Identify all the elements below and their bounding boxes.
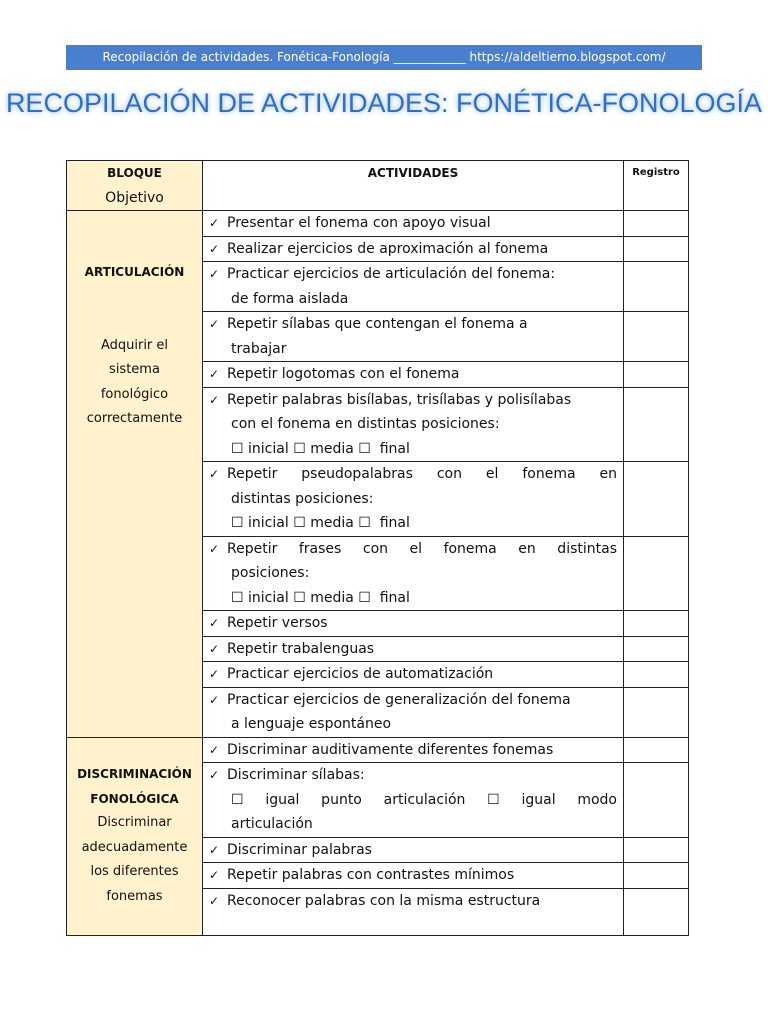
block-objective: Discriminar bbox=[97, 815, 172, 830]
actividades-label: ACTIVIDADES bbox=[367, 166, 459, 180]
activity-text: Discriminar palabras bbox=[227, 841, 372, 858]
registro-cell[interactable] bbox=[624, 636, 689, 662]
block-objective: sistema bbox=[109, 362, 160, 377]
block-name: ARTICULACIÓN bbox=[84, 265, 185, 279]
activity-text: Discriminar sílabas: bbox=[227, 767, 365, 783]
position-label: inicial bbox=[248, 515, 289, 531]
activity-text: Repetir palabras bisílabas, trisílabas y polisílabas bbox=[227, 391, 572, 408]
registro-label: Registro bbox=[632, 167, 680, 178]
activity-text: Practicar ejercicios de automatización bbox=[227, 666, 494, 682]
activity-cell bbox=[203, 863, 624, 889]
activity-text: Repetir trabalenguas bbox=[227, 640, 375, 657]
checkbox-icon[interactable]: ☐ bbox=[293, 440, 306, 457]
registro-cell[interactable] bbox=[624, 462, 689, 537]
activity-cell bbox=[203, 262, 624, 312]
page-title: RECOPILACIÓN DE ACTIVIDADES: FONÉTICA-FONOLOGÍA bbox=[5, 88, 763, 118]
check-icon: ✓ bbox=[209, 893, 220, 908]
block-objective: fonológico bbox=[100, 386, 169, 402]
bloque-header bbox=[67, 161, 203, 211]
activity-cell bbox=[203, 236, 624, 262]
registro-cell[interactable] bbox=[624, 763, 689, 838]
checkbox-icon[interactable]: ☐ bbox=[231, 515, 244, 531]
activity-text: Presentar el fonema con apoyo visual bbox=[227, 215, 491, 231]
activity-text: Realizar ejercicios de aproximación al fonema bbox=[227, 240, 549, 257]
registro-cell[interactable] bbox=[624, 837, 689, 863]
check-icon: ✓ bbox=[209, 216, 220, 230]
activity-cell bbox=[203, 312, 624, 362]
block-name: DISCRIMINACIÓN bbox=[77, 767, 192, 781]
bloque-label: BLOQUE bbox=[107, 166, 162, 180]
check-icon: ✓ bbox=[209, 317, 220, 331]
actividades-header bbox=[203, 161, 624, 211]
activity-text: articulación bbox=[231, 816, 313, 832]
registro-cell[interactable] bbox=[624, 362, 689, 388]
block-name: FONOLÓGICA bbox=[90, 791, 179, 806]
activity-text: Practicar ejercicios de articulación del fonema: bbox=[227, 266, 556, 282]
position-label: inicial bbox=[248, 440, 289, 457]
checkbox-icon[interactable]: ☐ bbox=[231, 791, 244, 808]
activity-text: Repetir sílabas que contengan el fonema a bbox=[227, 316, 528, 332]
activity-text: de forma aislada bbox=[231, 290, 349, 307]
position-label: inicial bbox=[248, 589, 289, 606]
activity-text: Reconocer palabras con la misma estructura bbox=[227, 892, 541, 909]
positions-line bbox=[209, 511, 617, 536]
activity-cell bbox=[203, 763, 624, 838]
checkbox-icon[interactable]: ☐ bbox=[358, 515, 371, 531]
check-icon: ✓ bbox=[209, 367, 220, 381]
activity-text: Practicar ejercicios de generalización del fonema bbox=[227, 691, 571, 708]
registro-cell[interactable] bbox=[624, 611, 689, 637]
registro-cell[interactable] bbox=[624, 536, 689, 611]
block-objective: Adquirir el bbox=[100, 337, 169, 353]
check-icon: ✓ bbox=[209, 616, 220, 630]
check-icon: ✓ bbox=[209, 692, 220, 707]
activity-cell bbox=[203, 737, 624, 763]
checkbox-icon[interactable]: ☐ bbox=[231, 440, 244, 457]
activity-cell bbox=[203, 387, 624, 462]
activity-text: a lenguaje espontáneo bbox=[231, 716, 392, 732]
check-icon: ✓ bbox=[209, 467, 220, 481]
checkbox-icon[interactable]: ☐ bbox=[293, 515, 306, 531]
discrimination-options bbox=[209, 788, 617, 813]
activity-cell bbox=[203, 462, 624, 537]
position-label: final bbox=[379, 515, 410, 531]
position-label: media bbox=[310, 440, 354, 457]
check-icon: ✓ bbox=[209, 241, 220, 256]
table-header-row bbox=[67, 161, 689, 211]
registro-cell[interactable] bbox=[624, 312, 689, 362]
position-label: final bbox=[379, 440, 410, 457]
checkbox-icon[interactable]: ☐ bbox=[358, 589, 371, 606]
checkbox-icon[interactable]: ☐ bbox=[358, 440, 371, 457]
check-icon: ✓ bbox=[209, 667, 220, 681]
activities-table bbox=[66, 160, 689, 936]
activity-cell bbox=[203, 662, 624, 688]
activity-text: con el fonema en distintas posiciones: bbox=[231, 416, 500, 432]
registro-cell[interactable] bbox=[624, 211, 689, 237]
activity-cell bbox=[203, 687, 624, 737]
activity-text: Repetir frases con el fonema en distintas bbox=[227, 540, 617, 557]
registro-cell[interactable] bbox=[624, 387, 689, 462]
table-row bbox=[67, 211, 689, 237]
position-label: final bbox=[379, 589, 410, 606]
block-objective: los diferentes bbox=[90, 864, 179, 879]
activity-cell bbox=[203, 611, 624, 637]
activity-text: posiciones: bbox=[231, 565, 310, 581]
registro-cell[interactable] bbox=[624, 888, 689, 935]
check-icon: ✓ bbox=[209, 868, 220, 882]
position-label: media bbox=[310, 589, 354, 606]
table-row bbox=[67, 737, 689, 763]
objetivo-label: Objetivo bbox=[105, 189, 164, 206]
activity-text: Repetir logotomas con el fonema bbox=[227, 366, 460, 382]
registro-cell[interactable] bbox=[624, 863, 689, 889]
check-icon: ✓ bbox=[209, 541, 220, 556]
position-label: media bbox=[310, 515, 354, 531]
activity-cell bbox=[203, 636, 624, 662]
registro-cell[interactable] bbox=[624, 662, 689, 688]
registro-header bbox=[624, 161, 689, 211]
activity-text: Repetir palabras con contrastes mínimos bbox=[227, 867, 515, 883]
activity-cell bbox=[203, 888, 624, 935]
block-objective: adecuadamente bbox=[81, 839, 188, 855]
registro-cell[interactable] bbox=[624, 737, 689, 763]
check-icon: ✓ bbox=[209, 842, 220, 857]
check-icon: ✓ bbox=[209, 742, 220, 757]
activity-cell bbox=[203, 362, 624, 388]
check-icon: ✓ bbox=[209, 267, 220, 281]
activity-cell bbox=[203, 837, 624, 863]
registro-cell[interactable] bbox=[624, 236, 689, 262]
check-icon: ✓ bbox=[209, 768, 220, 782]
checkbox-icon[interactable]: ☐ bbox=[231, 589, 244, 606]
activity-text: distintas posiciones: bbox=[231, 490, 374, 507]
page-header: Recopilación de actividades. Fonética-Fonología ____________ https://aldeltierno.blogspot.com/ bbox=[66, 45, 702, 70]
checkbox-icon[interactable]: ☐ bbox=[293, 589, 306, 606]
positions-line bbox=[209, 586, 617, 611]
option-label: igual punto articulación bbox=[265, 791, 466, 808]
block-discriminacion bbox=[67, 737, 203, 935]
activity-text: trabajar bbox=[231, 340, 287, 357]
checkbox-icon[interactable]: ☐ bbox=[487, 791, 500, 808]
block-articulacion bbox=[67, 211, 203, 738]
registro-cell[interactable] bbox=[624, 687, 689, 737]
activity-cell bbox=[203, 211, 624, 237]
block-objective: correctamente bbox=[86, 411, 183, 426]
positions-line bbox=[209, 437, 617, 462]
activity-text: Repetir versos bbox=[227, 615, 328, 631]
check-icon: ✓ bbox=[209, 392, 220, 407]
option-label: igual modo bbox=[521, 791, 617, 808]
block-objective: fonemas bbox=[106, 888, 163, 904]
activity-text: Repetir pseudopalabras con el fonema en bbox=[227, 466, 617, 482]
check-icon: ✓ bbox=[209, 641, 220, 656]
registro-cell[interactable] bbox=[624, 262, 689, 312]
activity-text: Discriminar auditivamente diferentes fonemas bbox=[227, 741, 554, 758]
activity-cell bbox=[203, 536, 624, 611]
